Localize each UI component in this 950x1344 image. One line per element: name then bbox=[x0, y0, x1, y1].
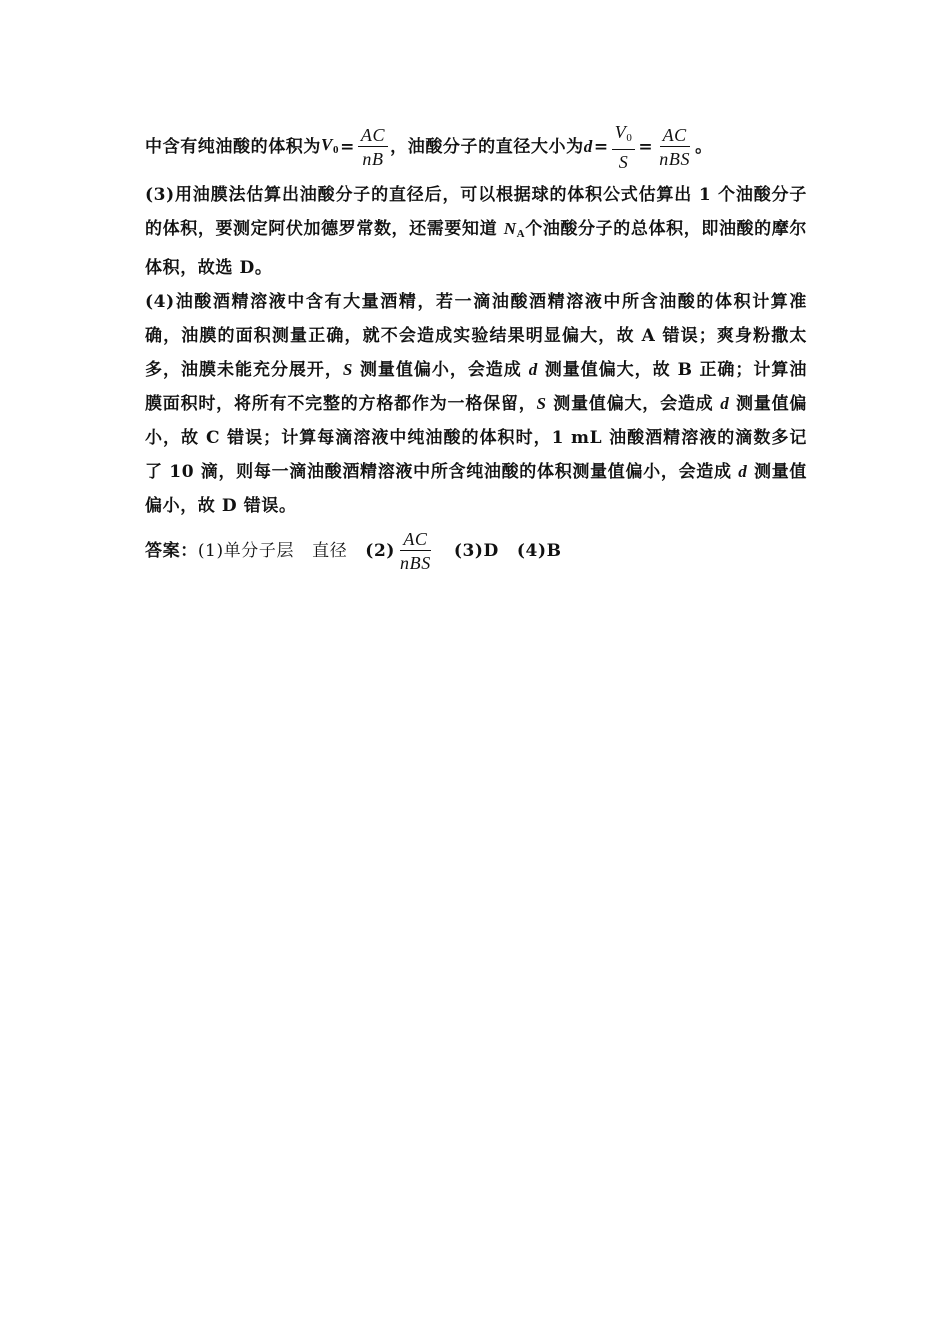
equals-sign: = bbox=[593, 137, 609, 157]
paragraph-part-4 bbox=[145, 285, 807, 523]
paragraph-part-3 bbox=[145, 178, 807, 285]
text-segment: 测量值偏大，会造成 bbox=[546, 394, 721, 414]
text-segment: 测量值偏小，故 C 错误；计算每滴溶液中纯油酸的体积时，1 mL 油酸酒精溶液的滴数多记了 10 滴，则每一滴油酸酒精溶液中所含纯油酸的体积测量值偏小，会造成 bbox=[145, 394, 808, 482]
answer-part-1: (1)单分子层 bbox=[197, 541, 295, 561]
paragraph-volume-diameter bbox=[145, 118, 807, 176]
answer-part-1b: 直径 bbox=[312, 541, 348, 561]
answer-line bbox=[145, 529, 807, 573]
symbol-d: d bbox=[738, 462, 748, 481]
equals-sign: = bbox=[638, 137, 654, 157]
text-segment: 测量值偏小，会造成 bbox=[352, 360, 529, 380]
equals-sign: = bbox=[340, 137, 355, 157]
symbol-V0: $V_0$ bbox=[321, 134, 340, 156]
text-segment: 个油酸分子的总体积，即油酸的摩尔体积，故选 D。 bbox=[145, 219, 807, 278]
text-segment: (3)用油膜法估算出油酸分子的直径后，可以根据球的体积公式估算出 1 个油酸分子的体积，要测定阿伏加德罗常数，还需要知道 bbox=[145, 185, 807, 239]
text-segment: 。 bbox=[695, 137, 713, 157]
symbol-S: S bbox=[342, 360, 353, 379]
answer-part-3: (3)D bbox=[453, 541, 499, 561]
denominator: nBS bbox=[400, 553, 431, 573]
text-segment: 测量值偏大，故 B 正确；计算油膜面积时，将所有不完整的方格都作为一格保留， bbox=[145, 360, 807, 414]
numerator: AC bbox=[660, 125, 690, 147]
text-segment: ，油酸分子的直径大小为 bbox=[390, 137, 584, 157]
answer-part-4: (4)B bbox=[516, 541, 562, 561]
symbol-NA: $N_A$ bbox=[503, 219, 526, 240]
text-segment: 中含有纯油酸的体积为 bbox=[145, 137, 321, 157]
text-segment: (4)油酸酒精溶液中含有大量酒精，若一滴油酸酒精溶液中所含油酸的体积计算准确，油膜的面积测量正确，就不会造成实验结果明显偏大，故 A 错误；爽身粉撒太多，油膜未能充分展开， bbox=[145, 292, 807, 380]
answer-part-2: (2) bbox=[365, 541, 396, 561]
answer-label: 答案： bbox=[145, 541, 198, 561]
fraction-V0-over-S bbox=[612, 122, 636, 172]
fraction-AC-over-nB bbox=[358, 125, 388, 169]
symbol-S: S bbox=[536, 394, 547, 413]
denominator: nBS bbox=[659, 149, 691, 169]
numerator: $V_0$ bbox=[612, 122, 636, 150]
answer-fraction bbox=[397, 529, 434, 573]
solution-text bbox=[145, 118, 807, 573]
denominator: S bbox=[618, 152, 629, 172]
text-segment: 测量值偏小，故 D 错误。 bbox=[145, 462, 807, 516]
symbol-d: d bbox=[720, 394, 730, 413]
denominator: nB bbox=[362, 149, 384, 169]
symbol-d: d bbox=[528, 360, 538, 379]
fraction-AC-over-nBS bbox=[656, 125, 693, 169]
symbol-d: d bbox=[583, 137, 593, 156]
numerator: AC bbox=[358, 125, 388, 147]
numerator: AC bbox=[400, 529, 430, 551]
